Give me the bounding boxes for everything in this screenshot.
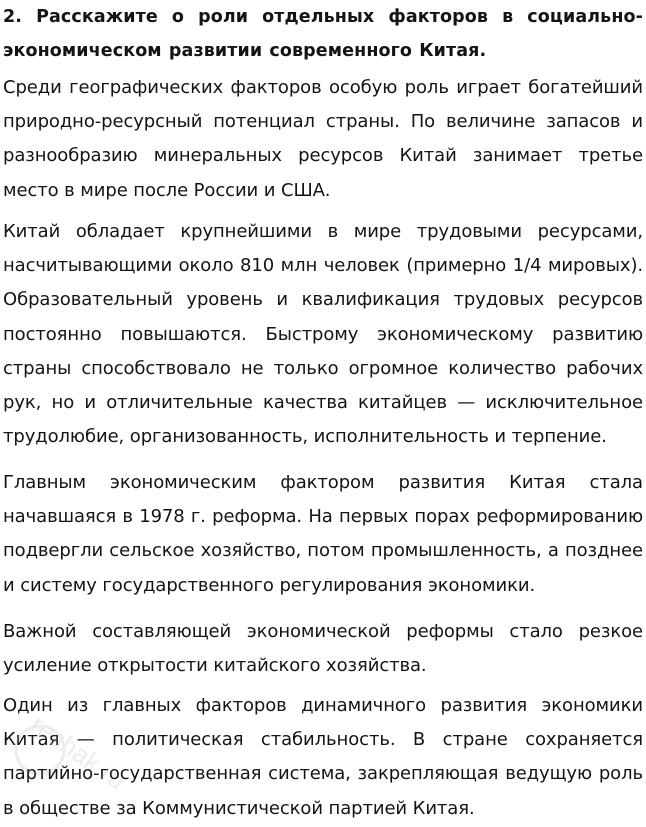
paragraph-labor-resources: Китай обладает крупнейшими в мире трудовыми ресурсами, насчитывающими около 810 млн человек (примерно 1/4 мировых). Образовательный уровень и квалификация трудовых ресурсов постоянно повышаются. Быстрому экономическому развитию страны способствовало не только огромное количество рабочих рук, но и отличительные качества китайцев — исключительное трудолюбие, организованность, исполнительность и терпение. [3,221,643,448]
paragraph-economic-reform: Главным экономическим фактором развития Китая стала начавшаяся в 1978 г. реформа. На первых порах реформированию подвергли сельское хозяйство, потом промышленность, а позднее и систему государственного регулирования экономики. [3,472,643,596]
question-heading: 2. Расскажите о роли отдельных факторов в социально-экономическом развитии современного Китая. [3,7,643,61]
watermark-logo-text: reshak.ru [25,708,132,796]
paragraph-economic-openness: Важной составляющей экономической реформы стало резкое усиление открытости китайского хозяйства. [3,621,643,677]
paragraph-political-stability: Один из главных факторов динамичного развития экономики Китая — политическая стабильность. В стране сохраняется партийно-государственная система, закрепляющая ведущую роль в обществе за Коммунистической партией Китая. [3,695,643,819]
paragraph-geographic-factors: Среди географических факторов особую роль играет богатейший природно-ресурсный потенциал страны. По величине запасов и разнообразию минеральных ресурсов Китай занимает третье место в мире после России и США. [3,77,643,201]
